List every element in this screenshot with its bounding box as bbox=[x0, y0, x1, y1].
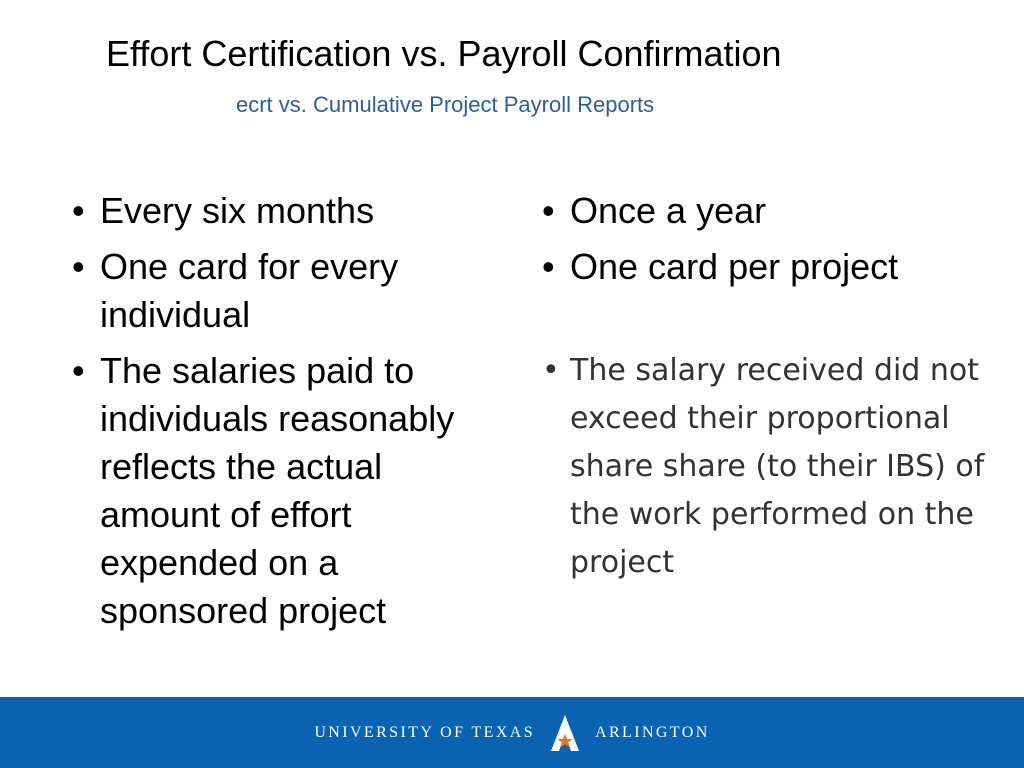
bullet-item: • Every six months bbox=[58, 187, 508, 235]
logo-text-left: UNIVERSITY OF TEXAS bbox=[314, 723, 536, 741]
right-bullet-list bbox=[528, 187, 988, 595]
logo-text-right: ARLINGTON bbox=[595, 723, 710, 741]
bullet-item: • One card per project bbox=[528, 243, 988, 291]
left-bullet-list bbox=[58, 187, 508, 643]
bullet-item: • The salary received did not exceed their proportional share share (to their IBS) of the work performed on the project bbox=[528, 347, 988, 587]
university-logo bbox=[0, 697, 1024, 768]
slide-title: Effort Certification vs. Payroll Confirmation bbox=[106, 33, 782, 74]
bullet-item: • The salaries paid to individuals reasonably reflects the actual amount of effort expended on a sponsored project bbox=[58, 347, 508, 635]
bullet-item: • One card for every individual bbox=[58, 243, 508, 339]
bullet-item: • Once a year bbox=[528, 187, 988, 235]
slide-subtitle: ecrt vs. Cumulative Project Payroll Reports bbox=[236, 92, 655, 117]
star-a-logo-icon bbox=[545, 713, 585, 753]
footer-bar bbox=[0, 697, 1024, 768]
